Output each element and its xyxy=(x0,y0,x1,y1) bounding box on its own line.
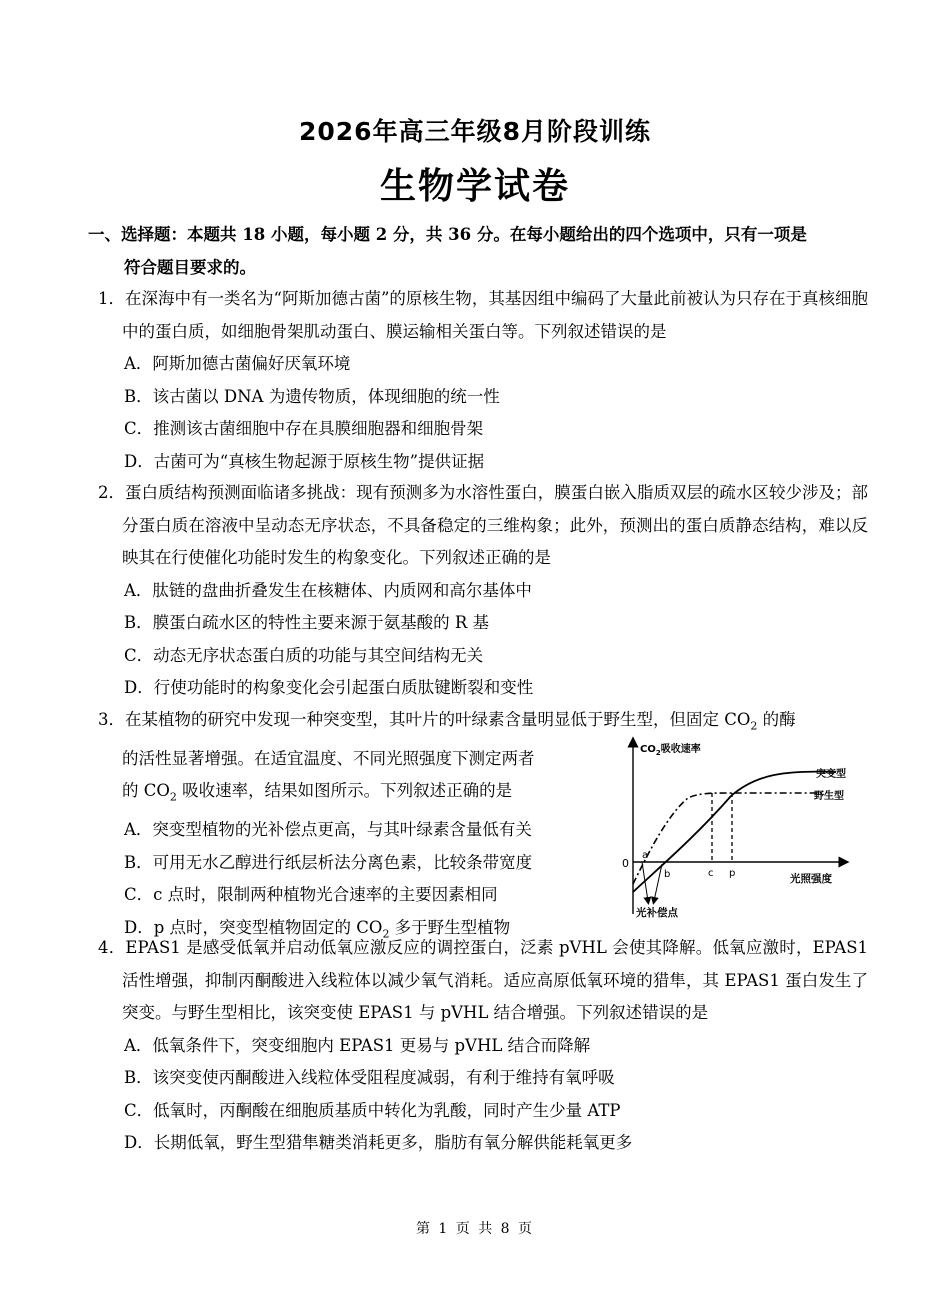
question-2-option-b: B．膜蛋白疏水区的特性主要来源于氨基酸的 R 基 xyxy=(124,613,490,632)
question-4-stem: 4．EPAS1 是感受低氧并启动低氧应激反应的调控蛋白，泛素 pVHL 会使其降解。低氧应激时，EPAS1 活性增强，抑制丙酮酸进入线粒体以减少氧气消耗。适应高原低氧环境的猎隼，其 EPAS1 蛋白发生了突变。与野生型相比，该突变使 EPAS1 与 pVHL 结合增强。下列叙述错误的是 xyxy=(98,938,868,1022)
co2-uptake-figure xyxy=(616,736,856,926)
question-1-stem: 1．在深海中有一类名为“阿斯加德古菌”的原核生物，其基因组中编码了大量此前被认为只存在于真核细胞中的蛋白质，如细胞骨架肌动蛋白、膜运输相关蛋白等。下列叙述错误的是 xyxy=(98,289,868,341)
page-number-footer: 第 1 页 共 8 页 xyxy=(415,1221,535,1237)
question-3-option-b: B．可用无水乙醇进行纸层析法分离色素，比较条带宽度 xyxy=(124,852,533,872)
question-2-option-a: A．肽链的盘曲折叠发生在核糖体、内质网和高尔基体中 xyxy=(124,580,532,600)
section-heading xyxy=(88,218,868,284)
question-4 xyxy=(98,932,868,1160)
point-c-label: c xyxy=(708,868,714,879)
comp-arrow-1 xyxy=(642,862,648,901)
q3-stem-text-3a: 的 CO xyxy=(122,781,170,801)
mutant-label: 突变型 xyxy=(816,769,846,780)
section-heading-line2: 符合题目要求的。 xyxy=(124,258,256,277)
q3-sub-2: 2 xyxy=(169,790,177,804)
q3-option-d-sub: 2 xyxy=(382,926,390,940)
question-4-option-c: C．低氧时，丙酮酸在细胞质基质中转化为乳酸，同时产生少量 ATP xyxy=(124,1100,621,1120)
compensation-point-label: 光补偿点 xyxy=(636,907,678,919)
exam-subject-title: 生物学试卷 xyxy=(379,166,570,207)
origin-label: 0 xyxy=(622,857,629,870)
question-1-option-c: C．推测该古菌细胞中存在具膜细胞器和细胞骨架 xyxy=(124,419,484,438)
question-3-stem-line2: 的活性显著增强。在适宜温度、不同光照强度下测定两者 xyxy=(122,748,535,768)
question-1 xyxy=(98,283,868,478)
question-2 xyxy=(98,477,868,705)
q3-stem-text-3b: 吸收速率，结果如图所示。下列叙述正确的是 xyxy=(176,781,513,801)
wild-type-curve xyxy=(633,793,821,884)
exam-title: 2026年高三年级8月阶段训练 xyxy=(299,117,651,146)
section-heading-line1: 一、选择题：本题共 18 小题，每小题 2 分，共 36 分。在每小题给出的四个选项中，只有一项是 xyxy=(88,225,807,244)
question-4-option-a: A．低氧条件下，突变细胞内 EPAS1 更易与 pVHL 结合而降解 xyxy=(124,1035,591,1055)
question-2-option-c: C．动态无序状态蛋白质的功能与其空间结构无关 xyxy=(124,645,484,665)
point-b-label: b xyxy=(664,869,671,880)
q3-stem-text-1b: 的酶 xyxy=(757,710,796,729)
point-p-label: p xyxy=(729,868,736,879)
question-1-option-b: B．该古菌以 DNA 为遗传物质，体现细胞的统一性 xyxy=(124,386,500,406)
question-2-option-d: D．行使功能时的构象变化会引起蛋白质肽键断裂和变性 xyxy=(124,678,534,697)
question-1-option-a: A．阿斯加德古菌偏好厌氧环境 xyxy=(124,354,351,373)
question-4-option-d: D．长期低氧，野生型猎隼糖类消耗更多，脂肪有氧分解供能耗氧更多 xyxy=(124,1133,633,1152)
q3-stem-text-1: 3．在某植物的研究中发现一种突变型，其叶片的叶绿素含量明显低于野生型，但固定 CO xyxy=(98,710,751,729)
question-1-option-d: D．古菌可为“真核生物起源于原核生物”提供证据 xyxy=(124,451,485,471)
x-axis-label: 光照强度 xyxy=(790,873,832,885)
point-a-label: a xyxy=(642,850,649,861)
q3-option-d-pre: D．p 点时，突变型植物固定的 CO xyxy=(124,917,383,937)
wild-type-label: 野生型 xyxy=(814,791,844,802)
question-3-option-c: C．c 点时，限制两种植物光合速率的主要因素相同 xyxy=(124,885,498,905)
question-4-option-b: B．该突变使丙酮酸进入线粒体受阻程度减弱，有利于维持有氧呼吸 xyxy=(124,1068,615,1087)
question-2-stem: 2．蛋白质结构预测面临诸多挑战：现有预测多为水溶性蛋白，膜蛋白嵌入脂质双层的疏水区较少涉及；部分蛋白质在溶液中呈动态无序状态，不具备稳定的三维构象；此外，预测出的蛋白质静态结构，难以反映其在行使催化功能时发生的构象变化。下列叙述正确的是 xyxy=(98,483,868,567)
q3-sub-1: 2 xyxy=(750,719,758,733)
y-axis-label: $CO_2$吸收速率 xyxy=(640,744,701,757)
q3-option-d-post: 多于野生型植物 xyxy=(389,917,511,937)
question-3-option-a: A．突变型植物的光补偿点更高，与其叶绿素含量低有关 xyxy=(124,820,532,840)
